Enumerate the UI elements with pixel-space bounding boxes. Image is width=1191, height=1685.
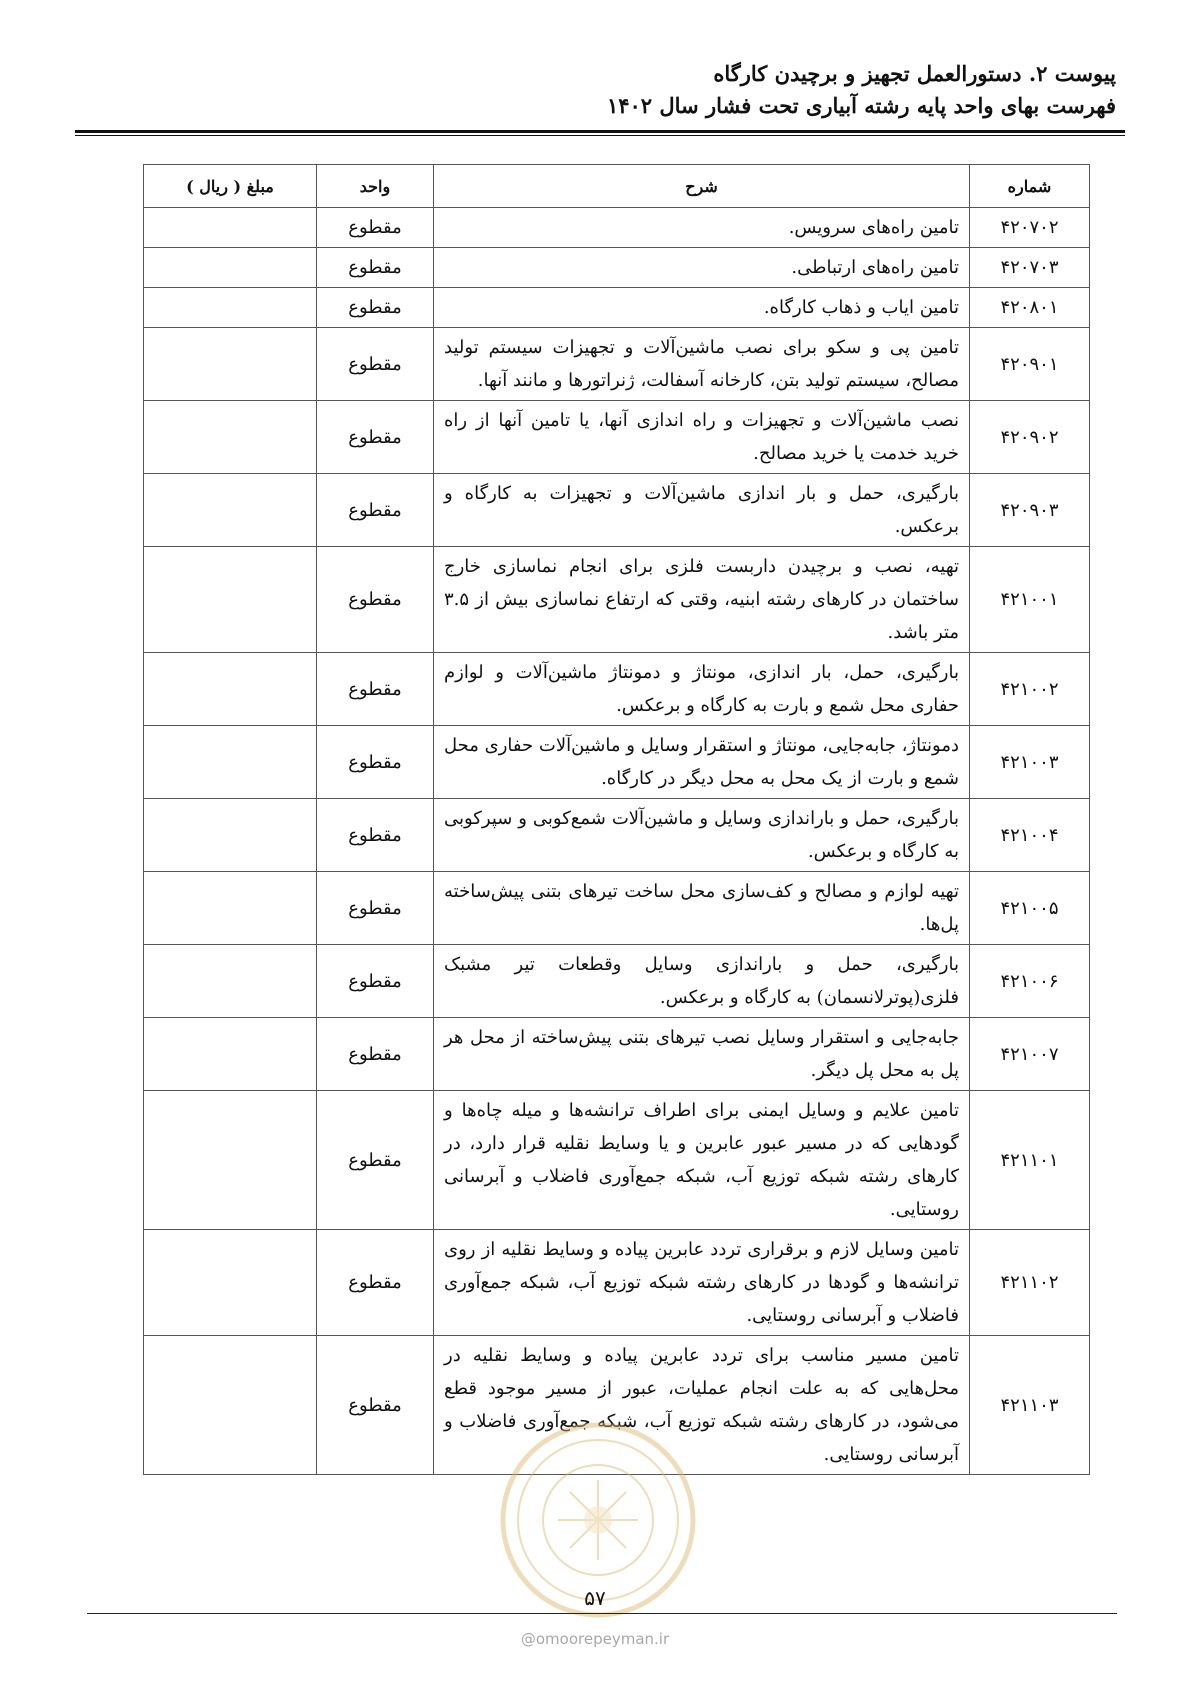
table-row — [144, 1091, 1090, 1230]
table-row — [144, 474, 1090, 547]
cell-unit: مقطوع — [317, 1091, 434, 1230]
cell-amount — [144, 474, 317, 547]
table-row — [144, 945, 1090, 1018]
cell-amount — [144, 1091, 317, 1230]
header-rule-thin — [75, 135, 1125, 136]
cell-description: تهیه لوازم و مصالح و کف‌سازی محل ساخت تیرهای بتنی پیش‌ساخته پل‌ها. — [434, 872, 970, 945]
cell-description: دمونتاژ، جابه‌جایی، مونتاژ و استقرار وسایل و ماشین‌آلات حفاری محل شمع و بارت از یک محل به محل دیگر در کارگاه. — [434, 726, 970, 799]
cell-description: نصب ماشین‌آلات و تجهیزات و راه اندازی آنها، یا تامین آنها از راه خرید خدمت یا خرید مصالح. — [434, 401, 970, 474]
cell-unit: مقطوع — [317, 945, 434, 1018]
cell-amount — [144, 1230, 317, 1336]
header-title: پیوست ۲. دستورالعمل تجهیز و برچیدن کارگاه — [713, 61, 1116, 86]
cell-number: ۴۲۱۰۰۳ — [970, 726, 1090, 799]
cell-number: ۴۲۰۹۰۱ — [970, 328, 1090, 401]
cell-amount — [144, 288, 317, 328]
cell-unit: مقطوع — [317, 474, 434, 547]
cell-unit: مقطوع — [317, 328, 434, 401]
table-row — [144, 401, 1090, 474]
cell-description: بارگیری، حمل و بار اندازی ماشین‌آلات و تجهیزات به کارگاه و برعکس. — [434, 474, 970, 547]
cell-amount — [144, 547, 317, 653]
cell-unit: مقطوع — [317, 872, 434, 945]
watermark-text: @omoorepeyman.ir — [520, 1630, 670, 1648]
cell-unit: مقطوع — [317, 1018, 434, 1091]
table-row — [144, 547, 1090, 653]
cell-description: تامین علایم و وسایل ایمنی برای اطراف ترانشه‌ها و میله چاه‌ها و گودهایی که در مسیر عبور عابرین و یا وسایط نقلیه قرار دارد، در کارهای رشته شبکه توزیع آب، شبکه جمع‌آوری فاضلاب و آبرسانی روستایی. — [434, 1091, 970, 1230]
cell-number: ۴۲۱۰۰۵ — [970, 872, 1090, 945]
page-number: ۵۷ — [584, 1586, 606, 1610]
table-row — [144, 248, 1090, 288]
cell-number: ۴۲۰۷۰۲ — [970, 208, 1090, 248]
cell-number: ۴۲۰۹۰۳ — [970, 474, 1090, 547]
cell-amount — [144, 799, 317, 872]
table-row — [144, 726, 1090, 799]
cell-amount — [144, 872, 317, 945]
table-row — [144, 1018, 1090, 1091]
cell-unit: مقطوع — [317, 653, 434, 726]
cell-description: تامین راه‌های ارتباطی. — [434, 248, 970, 288]
cell-description: تامین پی و سکو برای نصب ماشین‌آلات و تجهیزات سیستم تولید مصالح، سیستم تولید بتن، کارخانه آسفالت، ژنراتورها و مانند آنها. — [434, 328, 970, 401]
cell-unit: مقطوع — [317, 288, 434, 328]
table-row — [144, 208, 1090, 248]
cell-number: ۴۲۰۹۰۲ — [970, 401, 1090, 474]
cell-amount — [144, 208, 317, 248]
header-subtitle: فهرست بهای واحد پایه رشته آبیاری تحت فشار سال ۱۴۰۲ — [606, 93, 1116, 118]
table-row — [144, 1230, 1090, 1336]
column-header-unit: واحد — [317, 165, 434, 208]
header-rule-thick — [75, 130, 1125, 133]
cell-amount — [144, 248, 317, 288]
cell-description: تامین راه‌های سرویس. — [434, 208, 970, 248]
table-header-row — [144, 165, 1090, 208]
cell-amount — [144, 1336, 317, 1475]
cell-description: تامین وسایل لازم و برقراری تردد عابرین پیاده و وسایط نقلیه از روی ترانشه‌ها و گودها در کارهای رشته شبکه توزیع آب، شبکه جمع‌آوری فاضلاب و آبرسانی روستایی. — [434, 1230, 970, 1336]
cell-description: بارگیری، حمل، بار اندازی، مونتاژ و دمونتاژ ماشین‌آلات و لوازم حفاری محل شمع و بارت به کارگاه و برعکس. — [434, 653, 970, 726]
table-row — [144, 1336, 1090, 1475]
table-row — [144, 288, 1090, 328]
cell-description: تامین مسیر مناسب برای تردد عابرین پیاده و وسایط نقلیه در محل‌هایی که به علت انجام عملیات، عبور از مسیر موجود قطع می‌شود، در کارهای رشته شبکه توزیع آب، شبکه جمع‌آوری فاضلاب و آبرسانی روستایی. — [434, 1336, 970, 1475]
cell-unit: مقطوع — [317, 726, 434, 799]
cell-amount — [144, 401, 317, 474]
cell-amount — [144, 945, 317, 1018]
column-header-description: شرح — [434, 165, 970, 208]
cell-number: ۴۲۱۰۰۶ — [970, 945, 1090, 1018]
cell-amount — [144, 1018, 317, 1091]
price-table — [143, 164, 1090, 1475]
cell-number: ۴۲۰۷۰۳ — [970, 248, 1090, 288]
cell-description: بارگیری، حمل و باراندازی وسایل وقطعات تیر مشبک فلزی(پوترلانسمان) به کارگاه و برعکس. — [434, 945, 970, 1018]
cell-unit: مقطوع — [317, 799, 434, 872]
cell-description: جابه‌جایی و استقرار وسایل نصب تیرهای بتنی پیش‌ساخته از محل هر پل به محل پل دیگر. — [434, 1018, 970, 1091]
footer-rule — [87, 1613, 1117, 1614]
column-header-number: شماره — [970, 165, 1090, 208]
cell-amount — [144, 726, 317, 799]
cell-number: ۴۲۰۸۰۱ — [970, 288, 1090, 328]
cell-unit: مقطوع — [317, 208, 434, 248]
cell-unit: مقطوع — [317, 248, 434, 288]
cell-number: ۴۲۱۱۰۳ — [970, 1336, 1090, 1475]
cell-number: ۴۲۱۰۰۷ — [970, 1018, 1090, 1091]
table-row — [144, 799, 1090, 872]
cell-unit: مقطوع — [317, 547, 434, 653]
cell-number: ۴۲۱۰۰۱ — [970, 547, 1090, 653]
column-header-amount: مبلغ ( ریال ) — [144, 165, 317, 208]
cell-description: تهیه، نصب و برچیدن داربست فلزی برای انجام نماسازی خارج ساختمان در کارهای رشته ابنیه، وقتی که ارتفاع نماسازی بیش از ۳.۵ متر باشد. — [434, 547, 970, 653]
cell-unit: مقطوع — [317, 1230, 434, 1336]
cell-description: تامین ایاب و ذهاب کارگاه. — [434, 288, 970, 328]
cell-number: ۴۲۱۱۰۱ — [970, 1091, 1090, 1230]
cell-amount — [144, 653, 317, 726]
cell-unit: مقطوع — [317, 1336, 434, 1475]
cell-unit: مقطوع — [317, 401, 434, 474]
cell-number: ۴۲۱۰۰۴ — [970, 799, 1090, 872]
cell-amount — [144, 328, 317, 401]
table-row — [144, 328, 1090, 401]
cell-number: ۴۲۱۰۰۲ — [970, 653, 1090, 726]
cell-number: ۴۲۱۱۰۲ — [970, 1230, 1090, 1336]
page-header — [66, 58, 1116, 122]
table-row — [144, 872, 1090, 945]
table-row — [144, 653, 1090, 726]
cell-description: بارگیری، حمل و باراندازی وسایل و ماشین‌آلات شمع‌کوبی و سپرکوبی به کارگاه و برعکس. — [434, 799, 970, 872]
